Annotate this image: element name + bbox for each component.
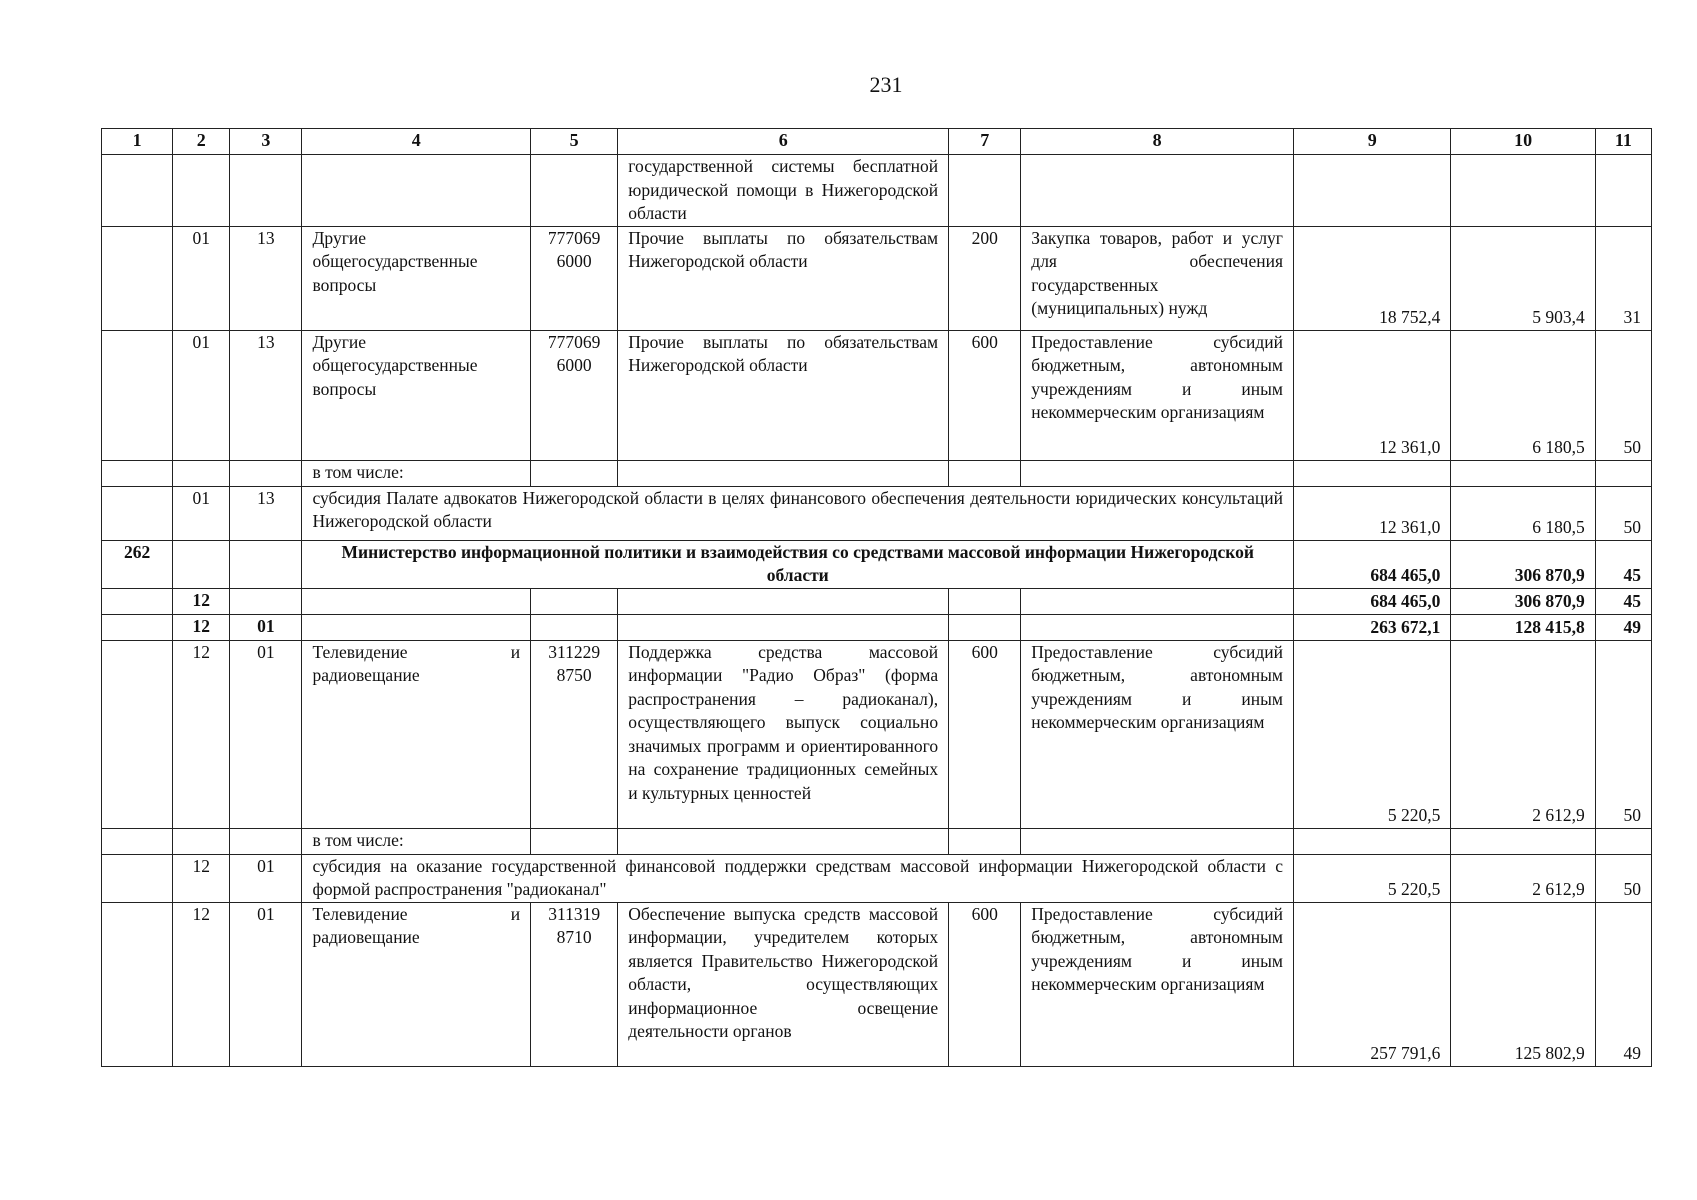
- cell-section-name: [302, 155, 531, 227]
- cell-plan: 684 465,0: [1294, 540, 1451, 588]
- cell-agency: [102, 902, 173, 1066]
- cell-section: 12: [173, 640, 230, 828]
- cell-target-code: 777069 6000: [531, 330, 618, 460]
- cell-agency: [102, 330, 173, 460]
- col-header-7: 7: [949, 129, 1021, 155]
- cell-subsidy-description: субсидия на оказание государственной финансовой поддержки средствам массовой информации Нижегородской области с формой распространения "радиоканал": [302, 854, 1294, 902]
- table-row: [102, 226, 1652, 330]
- budget-table: [101, 128, 1652, 1067]
- cell-subsidy-description: субсидия Палате адвокатов Нижегородской области в целях финансового обеспечения деятельности юридических консультаций Нижегородской области: [302, 486, 1294, 540]
- cell-percent: 50: [1595, 330, 1651, 460]
- cell-plan: 18 752,4: [1294, 226, 1451, 330]
- cell-percent: 50: [1595, 854, 1651, 902]
- cell-subsection: 13: [230, 226, 302, 330]
- cell-percent: 49: [1595, 902, 1651, 1066]
- table-row-section-total: [102, 588, 1652, 614]
- col-header-4: 4: [302, 129, 531, 155]
- col-header-1: 1: [102, 129, 173, 155]
- cell-target-name: Поддержка средства массовой информации "Радио Образ" (форма распространения – радиоканал), осуществляющего выпуск социально значимых программ и ориентированного на сохранение традиционных семейных и культурных ценностей: [618, 640, 949, 828]
- cell-subsection: [230, 155, 302, 227]
- cell-percent: 45: [1595, 540, 1651, 588]
- cell-section: 12: [173, 854, 230, 902]
- cell-target-name: Обеспечение выпуска средств массовой информации, учредителем которых является Правительство Нижегородской области, осуществляющих информационное освещение деятельности органов: [618, 902, 949, 1066]
- cell-agency: [102, 155, 173, 227]
- col-header-11: 11: [1595, 129, 1651, 155]
- cell-actual: 125 802,9: [1451, 902, 1595, 1066]
- table-row-subsection-total: [102, 614, 1652, 640]
- cell-plan: 263 672,1: [1294, 614, 1451, 640]
- cell-agency: [102, 640, 173, 828]
- cell-section: 12: [173, 614, 230, 640]
- cell-expense-type: 200: [949, 226, 1021, 330]
- cell-agency: [102, 226, 173, 330]
- cell-plan: 257 791,6: [1294, 902, 1451, 1066]
- cell-target-name: Прочие выплаты по обязательствам Нижегородской области: [618, 330, 949, 460]
- col-header-10: 10: [1451, 129, 1595, 155]
- cell-expense-name: Предоставление субсидий бюджетным, автономным учреждениям и иным некоммерческим организациям: [1021, 902, 1294, 1066]
- cell-target-code: 311319 8710: [531, 902, 618, 1066]
- cell-actual: 6 180,5: [1451, 486, 1595, 540]
- cell-percent: 50: [1595, 486, 1651, 540]
- table-row-including: [102, 460, 1652, 486]
- cell-plan: 5 220,5: [1294, 640, 1451, 828]
- cell-section: 01: [173, 330, 230, 460]
- cell-expense-type: 600: [949, 640, 1021, 828]
- cell-actual: 2 612,9: [1451, 854, 1595, 902]
- cell-section-name: Телевидение и радиовещание: [302, 902, 531, 1066]
- cell-percent: 45: [1595, 588, 1651, 614]
- cell-subsection: 01: [230, 902, 302, 1066]
- cell-target-name: Прочие выплаты по обязательствам Нижегородской области: [618, 226, 949, 330]
- cell-expense-type: [949, 155, 1021, 227]
- cell-target-code: 777069 6000: [531, 226, 618, 330]
- table-row: [102, 902, 1652, 1066]
- cell-section-name: Другие общегосударственные вопросы: [302, 226, 531, 330]
- cell-target-code: [531, 155, 618, 227]
- cell-actual: 5 903,4: [1451, 226, 1595, 330]
- cell-section: [173, 155, 230, 227]
- cell-percent: [1595, 155, 1651, 227]
- cell-including-label: в том числе:: [302, 460, 531, 486]
- cell-section: 01: [173, 486, 230, 540]
- cell-plan: 5 220,5: [1294, 854, 1451, 902]
- cell-subsection: 13: [230, 330, 302, 460]
- cell-expense-name: Предоставление субсидий бюджетным, автономным учреждениям и иным некоммерческим организациям: [1021, 330, 1294, 460]
- cell-percent: 50: [1595, 640, 1651, 828]
- cell-expense-type: 600: [949, 902, 1021, 1066]
- cell-plan: 12 361,0: [1294, 486, 1451, 540]
- cell-section-name: Другие общегосударственные вопросы: [302, 330, 531, 460]
- cell-subsection: 01: [230, 854, 302, 902]
- cell-target-name: государственной системы бесплатной юридической помощи в Нижегородской области: [618, 155, 949, 227]
- cell-section-name: Телевидение и радиовещание: [302, 640, 531, 828]
- cell-plan: 684 465,0: [1294, 588, 1451, 614]
- cell-actual: 306 870,9: [1451, 540, 1595, 588]
- cell-percent: 49: [1595, 614, 1651, 640]
- col-header-3: 3: [230, 129, 302, 155]
- cell-percent: 31: [1595, 226, 1651, 330]
- table-row-including: [102, 828, 1652, 854]
- cell-target-code: 311229 8750: [531, 640, 618, 828]
- cell-section: 12: [173, 902, 230, 1066]
- cell-subsection: 01: [230, 640, 302, 828]
- page-number: 231: [869, 72, 903, 97]
- cell-actual: 2 612,9: [1451, 640, 1595, 828]
- col-header-5: 5: [531, 129, 618, 155]
- cell-section: 12: [173, 588, 230, 614]
- cell-plan: [1294, 155, 1451, 227]
- cell-subsection: 01: [230, 614, 302, 640]
- cell-plan: 12 361,0: [1294, 330, 1451, 460]
- table-row: [102, 330, 1652, 460]
- header-row: [102, 129, 1652, 155]
- cell-expense-name: Предоставление субсидий бюджетным, автономным учреждениям и иным некоммерческим организациям: [1021, 640, 1294, 828]
- cell-expense-name: Закупка товаров, работ и услуг для обеспечения государственных (муниципальных) нужд: [1021, 226, 1294, 330]
- cell-subsection: 13: [230, 486, 302, 540]
- table-row-ministry: [102, 540, 1652, 588]
- col-header-8: 8: [1021, 129, 1294, 155]
- table-row-subsidy: [102, 854, 1652, 902]
- cell-expense-type: 600: [949, 330, 1021, 460]
- col-header-9: 9: [1294, 129, 1451, 155]
- cell-actual: 128 415,8: [1451, 614, 1595, 640]
- cell-actual: 306 870,9: [1451, 588, 1595, 614]
- cell-actual: [1451, 155, 1595, 227]
- cell-including-label: в том числе:: [302, 828, 531, 854]
- cell-agency: 262: [102, 540, 173, 588]
- table-row-subsidy: [102, 486, 1652, 540]
- cell-actual: 6 180,5: [1451, 330, 1595, 460]
- col-header-2: 2: [173, 129, 230, 155]
- table-row: [102, 640, 1652, 828]
- table-row: [102, 155, 1652, 227]
- cell-ministry-name: Министерство информационной политики и взаимодействия со средствами массовой информации Нижегородской области: [302, 540, 1294, 588]
- col-header-6: 6: [618, 129, 949, 155]
- cell-section: 01: [173, 226, 230, 330]
- cell-expense-name: [1021, 155, 1294, 227]
